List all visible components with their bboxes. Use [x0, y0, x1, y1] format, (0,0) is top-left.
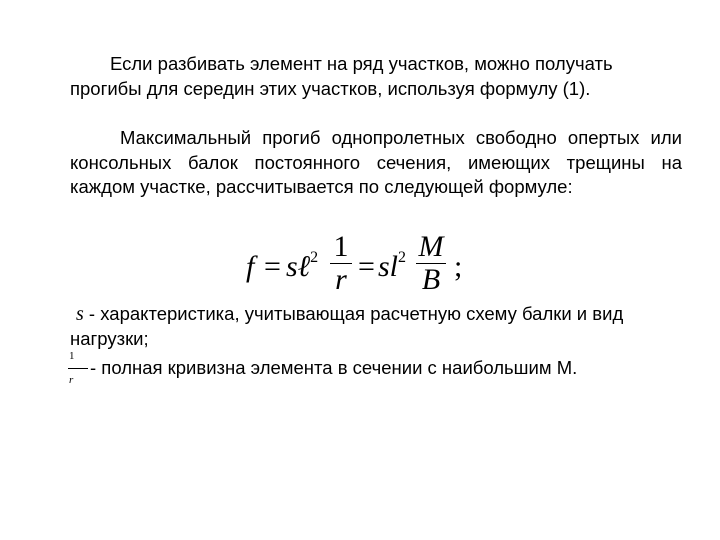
formula-term-1 — [286, 250, 318, 284]
paragraph-intro: Если разбивать элемент на ряд участков, можно получать прогибы для середин этих участков, используя формулу (1). — [70, 53, 613, 99]
curvature-bar — [68, 368, 88, 369]
formula-term-2 — [378, 250, 406, 284]
deflection-formula — [246, 232, 476, 302]
fraction-2-denominator: B — [421, 263, 441, 296]
formula-equals-2: = — [358, 250, 375, 283]
formula-fraction-2 — [416, 232, 446, 295]
definition-s — [70, 302, 682, 351]
formula-exponent-2: 2 — [398, 249, 407, 266]
curvature-denominator: r — [69, 374, 74, 386]
definition-curvature: - полная кривизна элемента в сечении с наибольшим М. — [90, 357, 578, 378]
fraction-2-numerator: M — [418, 230, 444, 263]
definition-s-text: - характеристика, учитывающая расчетную схему балки и вид нагрузки; — [70, 303, 624, 349]
curvature-numerator: 1 — [69, 350, 75, 362]
formula-lhs: f — [246, 250, 255, 283]
paragraph-max-deflection: Максимальный прогиб однопролетных свободно опертых или консольных балок постоянного сечения, имеющих трещины на каждом участке, рассчитывается по следующей формуле: — [70, 127, 682, 197]
curvature-symbol — [68, 350, 90, 390]
formula-equals-1: = — [264, 250, 281, 283]
formula-term-2-base: sl — [378, 250, 399, 283]
formula-term-1-base: sℓ — [286, 250, 311, 283]
formula-semicolon: ; — [454, 250, 463, 283]
formula-exponent-1: 2 — [310, 249, 319, 266]
symbol-s: s — [76, 303, 84, 325]
formula-fraction-1 — [330, 232, 352, 295]
fraction-1-denominator: r — [335, 263, 347, 296]
fraction-1-numerator: 1 — [333, 230, 349, 263]
